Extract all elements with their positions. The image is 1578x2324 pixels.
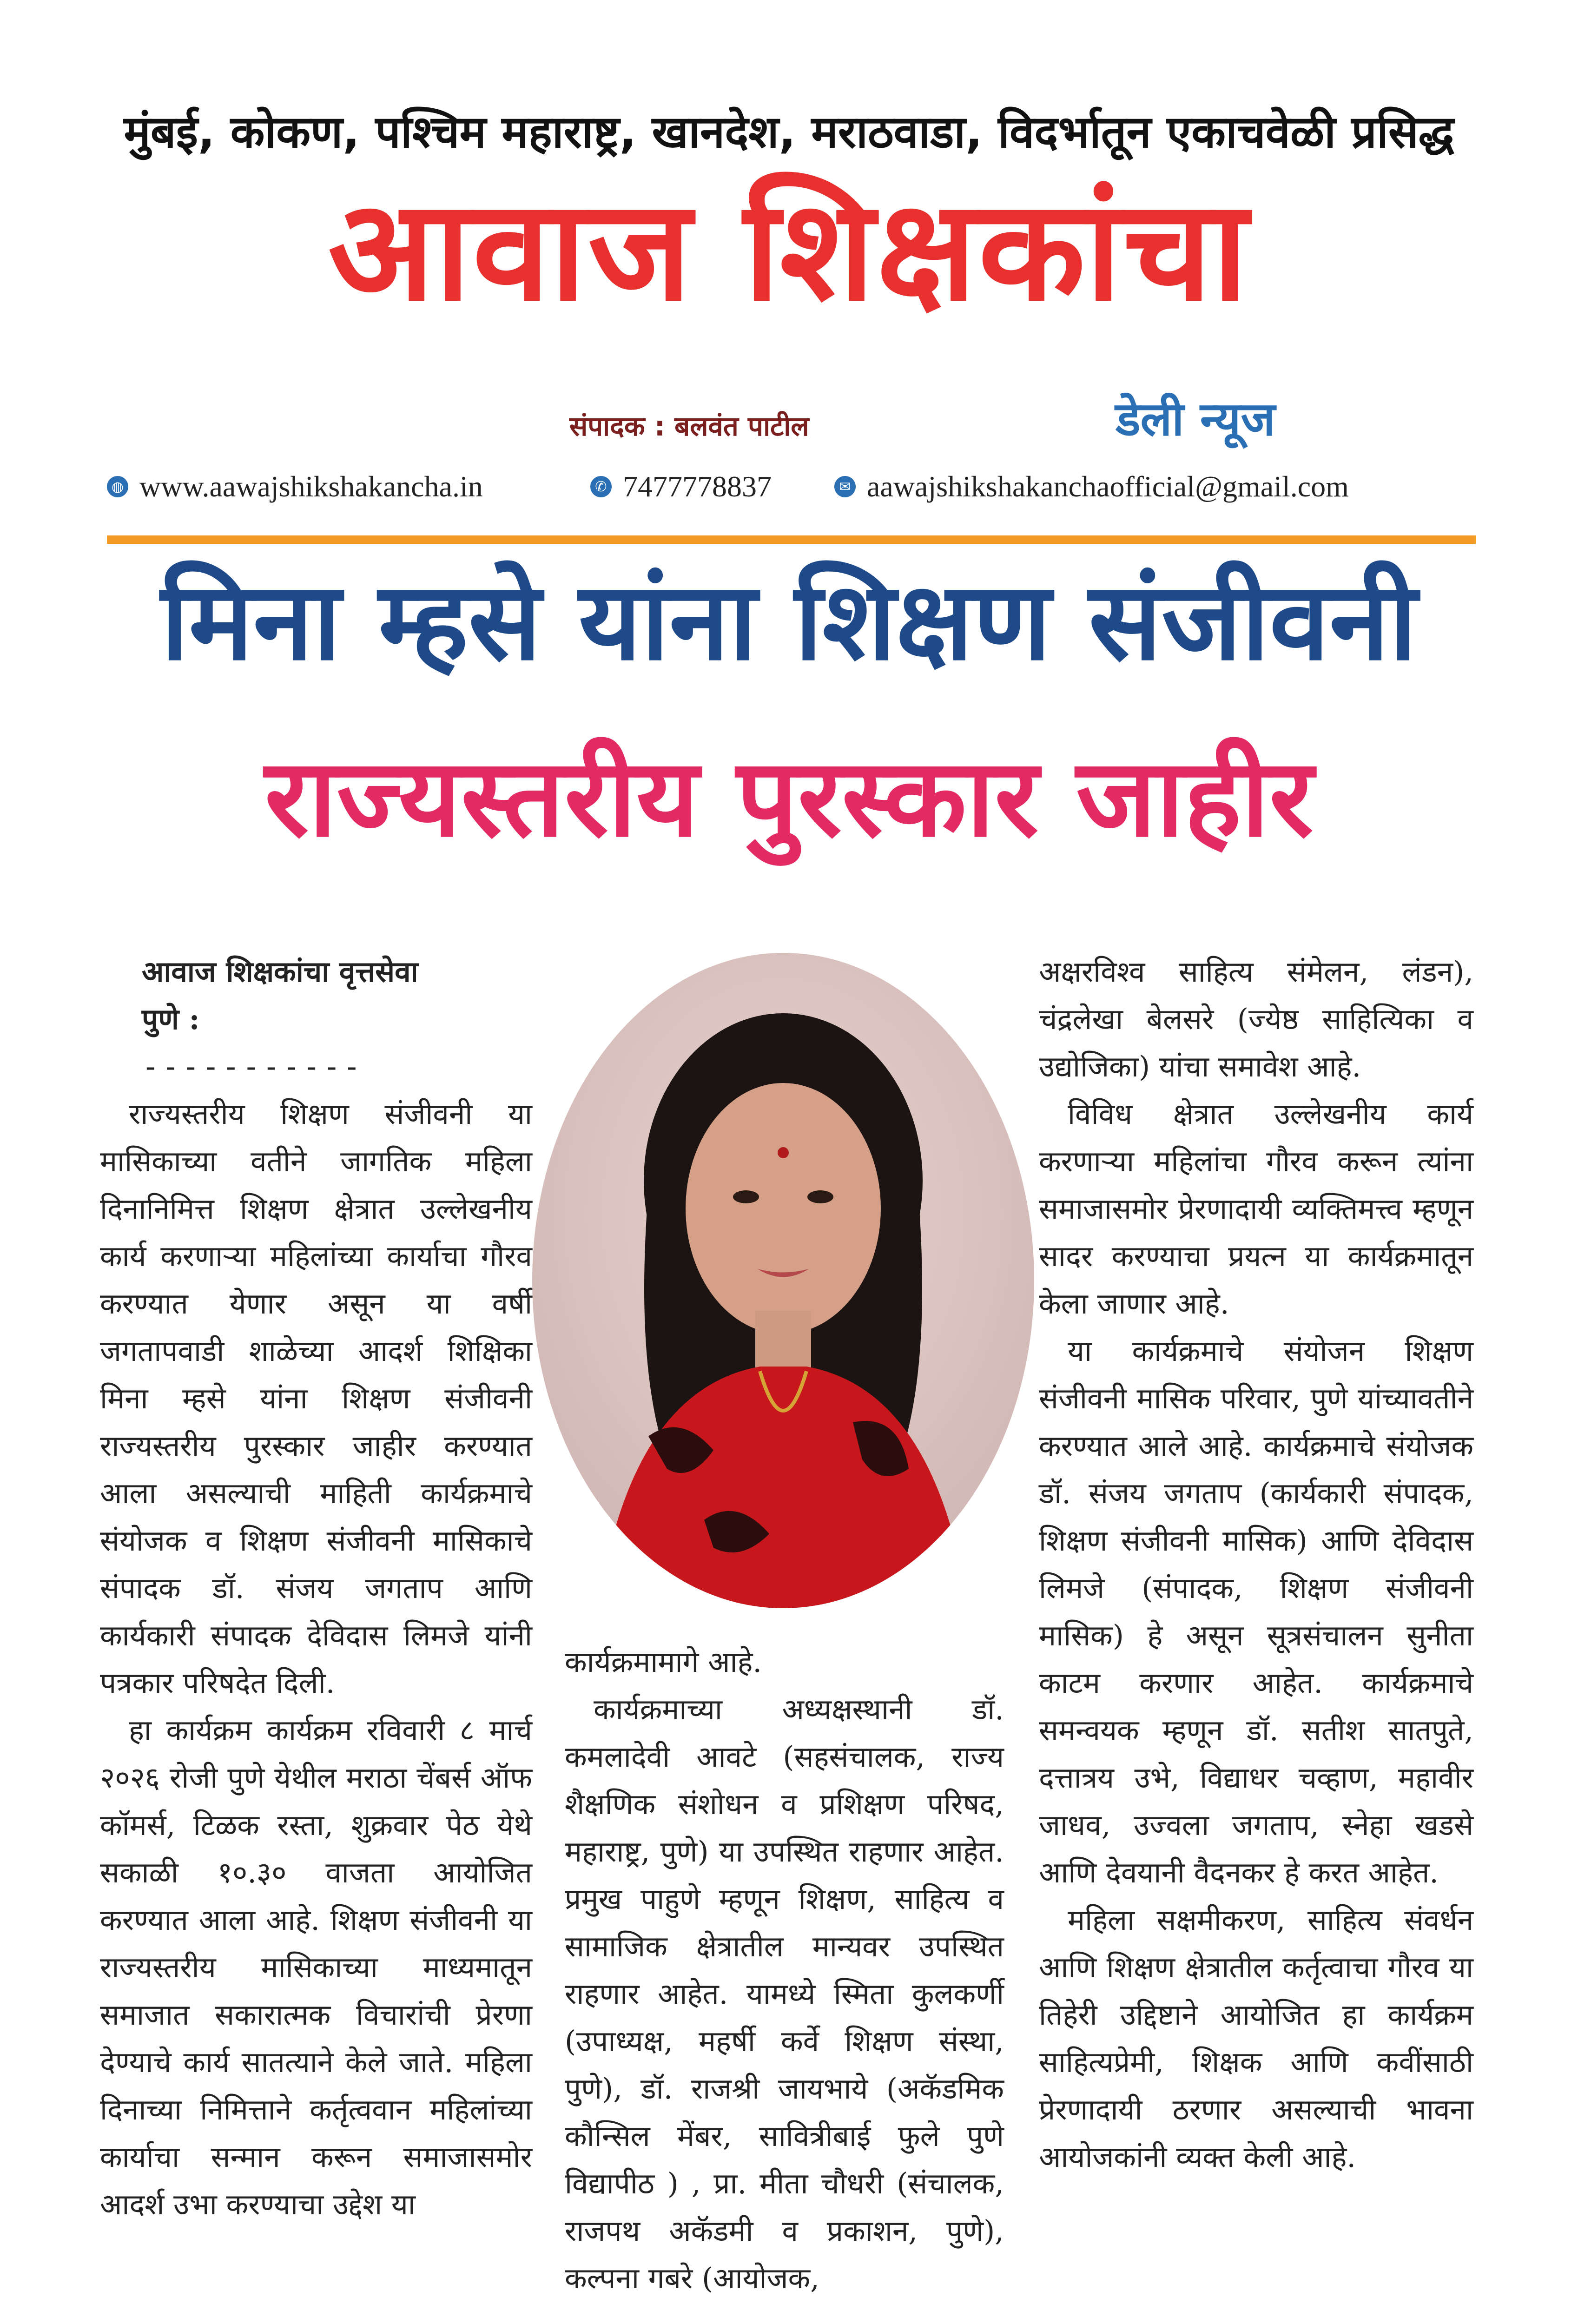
- daily-news-label: डेली न्यूज: [1116, 392, 1275, 446]
- paragraph-continued: अक्षरविश्व साहित्य संमेलन, लंडन), चंद्रलेखा बेलसरे (ज्येष्ठ साहित्यिका व उद्योजिका) यांचा समावेश आहे.: [1039, 955, 1473, 1083]
- article-column-3: [1039, 948, 1473, 2181]
- face: [686, 1083, 881, 1334]
- newspaper-title: आवाज शिक्षकांचा: [328, 170, 1250, 332]
- distribution-line: मुंबई, कोकण, पश्चिम महाराष्ट्र, खानदेश, मराठवाडा, विदर्भातून एकाचवेळी प्रसिद्ध: [124, 106, 1454, 158]
- article-column-1: [100, 948, 532, 2228]
- headline-line-2: राज्यस्तरीय पुरस्कार जाहीर: [264, 735, 1314, 861]
- website-contact[interactable]: [107, 469, 483, 504]
- email-text: aawajshikshakanchaofficial@gmail.com: [867, 470, 1349, 503]
- dateline: पुणे :: [142, 1002, 200, 1036]
- separator: -----------: [142, 1050, 363, 1083]
- headline-line-1: मिना म्हसे यांना शिक्षण संजीवनी: [160, 559, 1418, 684]
- portrait-photo: [528, 948, 1039, 1613]
- paragraph: राज्यस्तरीय शिक्षण संजीवनी या मासिकाच्या वतीने जागतिक महिला दिनानिमित्त शिक्षण क्षेत्रात उल्लेखनीय कार्य करणाऱ्या महिलांच्या कार्याचा गौरव करण्यात येणार असून या वर्षी जगतापवाडी शाळेच्या आदर्श शिक्षिका मिना म्हसे यांना शिक्षण संजीवनी राज्यस्तरीय पुरस्कार जाहीर करण्यात आला असल्याची माहिती कार्यक्रमाचे संयोजक व शिक्षण संजीवनी मासिकाचे संपादक डॉ. संजय जगताप आणि कार्यकारी संपादक देविदास लिमजे यांनी पत्रकार परिषदेत दिली.: [100, 1097, 532, 1700]
- paragraph: महिला सक्षमीकरण, साहित्य संवर्धन आणि शिक्षण क्षेत्रातील कर्तृत्वाचा गौरव या तिहेरी उद्दिष्टाने आयोजित हा कार्यक्रम साहित्यप्रेमी, शिक्षक आणि कवींसाठी प्रेरणादायी ठरणार असल्याची भावना आयोजकांनी व्यक्त केली आहे.: [1039, 1903, 1473, 2174]
- paragraph: हा कार्यक्रम कार्यक्रम रविवारी ८ मार्च २०२६ रोजी पुणे येथील मराठा चेंबर्स ऑफ कॉमर्स, टिळक रस्ता, शुक्रवार पेठ येथे सकाळी १०.३० वाजता आयोजित करण्यात आला आहे. शिक्षण संजीवनी या राज्यस्तरीय मासिकाच्या माध्यमातून समाजात सकारात्मक विचारांची प्रेरणा देण्याचे कार्य सातत्याने केले जाते. महिला दिनाच्या निमित्ताने कर्तृत्ववान महिलांच्या कार्याचा सन्मान करून समाजासमोर आदर्श उभा करण्याचा उद्देश या: [100, 1713, 532, 2221]
- globe-icon: ◍: [107, 476, 128, 497]
- neck: [755, 1311, 811, 1376]
- paragraph-continued: कार्यक्रमामागे आहे.: [565, 1645, 762, 1679]
- phone-text: 7477778837: [623, 470, 772, 503]
- phone-contact[interactable]: [590, 469, 772, 504]
- bindi: [778, 1147, 789, 1158]
- website-text: www.aawajshikshakancha.in: [139, 470, 483, 503]
- right-eye: [807, 1190, 833, 1203]
- masthead-divider: [107, 535, 1476, 544]
- left-eye: [733, 1190, 759, 1203]
- paragraph: कार्यक्रमाच्या अध्यक्षस्थानी डॉ. कमलादेवी आवटे (सहसंचालक, राज्य शैक्षणिक संशोधन व प्रशिक्षण परिषद, महाराष्ट्र, पुणे) या उपस्थित राहणार आहेत. प्रमुख पाहुणे म्हणून शिक्षण, साहित्य व सामाजिक क्षेत्रातील मान्यवर उपस्थित राहणार आहेत. यामध्ये स्मिता कुलकर्णी (उपाध्यक्ष, महर्षी कर्वे शिक्षण संस्था, पुणे), डॉ. राजश्री जायभाये (अकॅडमिक कौन्सिल मेंबर, सावित्रीबाई फुले पुणे विद्यापीठ ) , प्रा. मीता चौधरी (संचालक, राजपथ अकॅडमी व प्रकाशन, पुणे), कल्पना गबरे (आयोजक,: [565, 1692, 1004, 2295]
- byline: आवाज शिक्षकांचा वृत्तसेवा: [142, 955, 418, 989]
- paragraph: या कार्यक्रमाचे संयोजन शिक्षण संजीवनी मासिक परिवार, पुणे यांच्यावतीने करण्यात आले आहे. कार्यक्रमाचे संयोजक डॉ. संजय जगताप (कार्यकारी संपादक, शिक्षण संजीवनी मासिक) आणि देविदास लिमजे (संपादक, शिक्षण संजीवनी मासिक) हे असून सूत्रसंचालन सुनीता काटम करणार आहेत. कार्यक्रमाचे समन्वयक म्हणून डॉ. सतीश सातपुते, दत्तात्रय उभे, विद्याधर चव्हाण, महावीर जाधव, उज्वला जगताप, स्नेहा खडसे आणि देवयानी वैदनकर हे करत आहेत.: [1039, 1334, 1473, 1889]
- email-contact[interactable]: [834, 469, 1349, 504]
- paragraph: विविध क्षेत्रात उल्लेखनीय कार्य करणाऱ्या महिलांचा गौरव करून त्यांना समाजासमोर प्रेरणादायी व्यक्तिमत्त्व म्हणून सादर करण्याचा प्रयत्न या कार्यक्रमातून केला जाणार आहे.: [1039, 1097, 1473, 1320]
- article-column-2: [565, 1638, 1004, 2302]
- editor-credit: संपादक : बलवंत पाटील: [569, 410, 809, 442]
- email-icon: ✉: [834, 476, 856, 497]
- phone-icon: ✆: [590, 476, 612, 497]
